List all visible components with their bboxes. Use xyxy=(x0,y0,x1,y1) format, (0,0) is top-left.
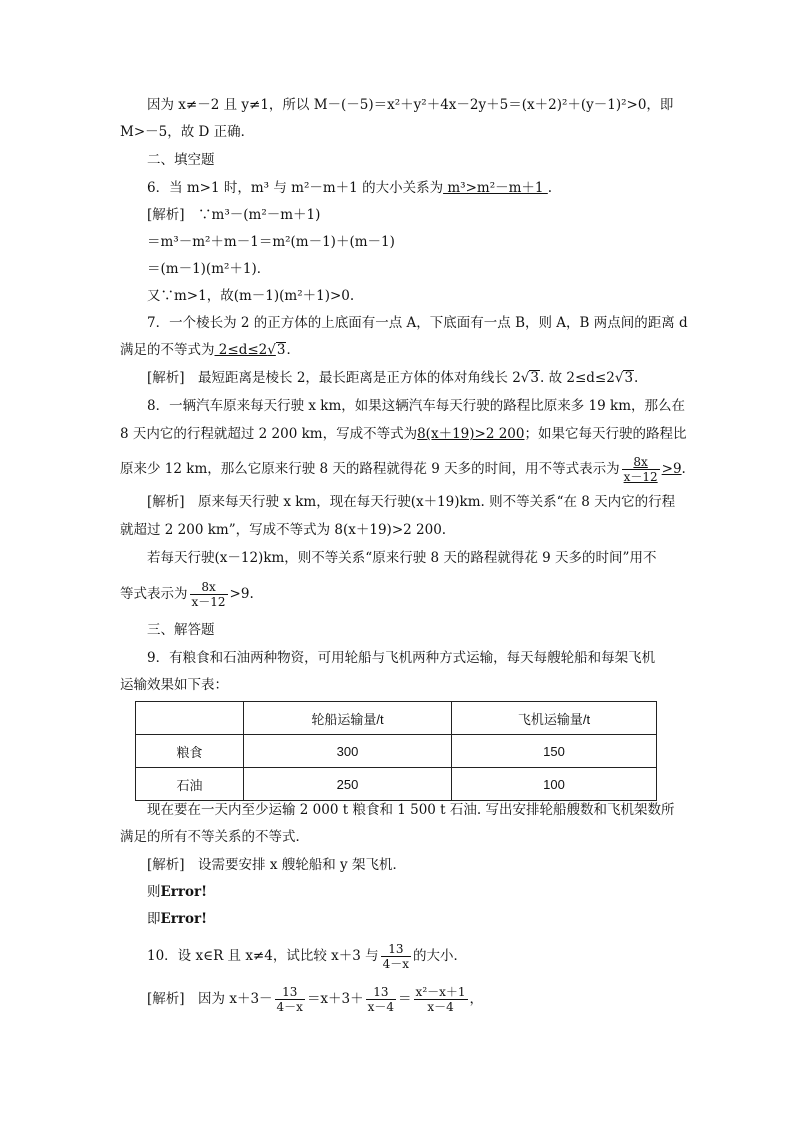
question-7: 7．一个棱长为 2 的正方体的上底面有一点 A，下底面有一点 B，则 A，B 两点间的距离 d xyxy=(147,315,688,331)
answer-text: 2≤d≤2 xyxy=(214,342,268,358)
solution-text: 等式表示为 xyxy=(120,586,188,602)
question-8-cont xyxy=(120,424,686,444)
solution-line: [解析] 最短距离是棱长 2，最长距离是正方体的体对角线长 2√3. 故 2≤d≤2√3. xyxy=(147,370,639,386)
numerator: 8x xyxy=(633,455,648,469)
question-text: 的大小． xyxy=(413,948,468,964)
table-row xyxy=(136,768,657,801)
question-9-cont: 现在要在一天内至少运输 2 000 t 粮食和 1 500 t 石油. 写出安排轮船艘数和飞机架数所 xyxy=(147,802,675,818)
fraction xyxy=(381,942,411,971)
table-row xyxy=(136,735,657,768)
question-text: 10．设 x∈R 且 x≠4，试比较 x＋3 与 xyxy=(147,948,379,964)
fraction xyxy=(622,455,660,484)
question-6 xyxy=(147,178,552,198)
answer-blank: >9 xyxy=(661,461,682,477)
solution-text: 即 xyxy=(147,911,161,927)
question-8: 8．一辆汽车原来每天行驶 x km，如果这辆汽车每天行驶的路程比原来多 19 km，那么在 xyxy=(147,398,686,414)
question-9: 9．有粮食和石油两种物资，可用轮船与飞机两种方式运输，每天每艘轮船和每架飞机 xyxy=(147,650,656,666)
error-text: Error! xyxy=(160,911,208,927)
section-heading: 二、填空题 xyxy=(147,152,215,168)
table-header-cell xyxy=(136,702,244,735)
solution-line: [解析] 原来每天行驶 x km，现在每天行驶(x＋19)km. 则不等关系“在 8 天内它的行程 xyxy=(147,494,676,510)
radical: 3 xyxy=(624,370,634,386)
fraction xyxy=(366,985,396,1014)
punct: . xyxy=(547,180,553,196)
fraction xyxy=(275,985,305,1014)
question-text: 8 天内它的行程就超过 2 200 km，写成不等式为 xyxy=(120,426,418,442)
table-cell: 粮食 xyxy=(136,735,244,768)
numerator: 13 xyxy=(388,942,404,956)
punct: ， xyxy=(469,991,484,1007)
error-text: Error! xyxy=(160,884,208,900)
denominator: x－12 xyxy=(623,470,658,484)
paragraph-line: 因为 x≠－2 且 y≠1，所以 M－(－5)＝x²＋y²＋4x－2y＋5＝(x＋2)²＋(y－1)²>0，即 xyxy=(147,97,674,113)
punct: ． xyxy=(286,342,300,358)
question-10 xyxy=(147,942,467,971)
denominator: 4－x xyxy=(382,957,410,971)
solution-line: [解析] 设需要安排 x 艘轮船和 y 架飞机． xyxy=(147,857,406,873)
answer-blank: m³>m²－m＋1 xyxy=(443,180,548,196)
solution-text: 则 xyxy=(147,884,161,900)
punct: . xyxy=(681,461,686,477)
question-9-cont: 满足的所有不等关系的不等式． xyxy=(120,829,309,845)
numerator: x²－x＋1 xyxy=(415,985,466,999)
solution-line: ＝(m－1)(m²＋1)． xyxy=(147,261,271,277)
solution-line: ＝m³－m²＋m－1＝m²(m－1)＋(m－1) xyxy=(147,234,395,250)
solution-line xyxy=(120,580,254,609)
solution-text: . 故 2≤d≤2 xyxy=(540,370,615,386)
solution-line: [解析] ∵m³－(m²－m＋1) xyxy=(147,207,321,223)
answer-blank: 2≤d≤2√3 xyxy=(214,342,286,358)
question-text: 6．当 m>1 时，m³ 与 m²－m＋1 的大小关系为 xyxy=(147,180,444,196)
table-cell: 300 xyxy=(244,735,452,768)
question-9-cont: 运输效果如下表： xyxy=(120,677,228,693)
solution-line: 又∵m>1，故(m－1)(m²＋1)>0. xyxy=(147,288,355,304)
radical: 3 xyxy=(276,342,286,358)
table-cell: 150 xyxy=(452,735,657,768)
solution-line: 若每天行驶(x－12)km，则不等关系“原来行驶 8 天的路程就得花 9 天多的时间”用不 xyxy=(147,550,657,566)
question-7-cont xyxy=(120,340,300,360)
table-header-row xyxy=(136,702,657,735)
solution-text: >9. xyxy=(229,586,254,602)
solution-text: ＝x＋3＋ xyxy=(306,991,364,1007)
solution-text: ＝ xyxy=(398,991,412,1007)
table-header-cell: 轮船运输量/t xyxy=(244,702,452,735)
fraction xyxy=(414,985,468,1014)
question-8-cont xyxy=(120,455,686,484)
fraction xyxy=(190,580,228,609)
solution-line xyxy=(147,985,483,1014)
denominator: x－12 xyxy=(191,595,226,609)
answer-blank: 8(x＋19)>2 200 xyxy=(417,426,525,442)
solution-line: 就超过 2 200 km”，写成不等式为 8(x＋19)>2 200. xyxy=(120,522,447,538)
table-cell: 石油 xyxy=(136,768,244,801)
numerator: 13 xyxy=(282,985,298,999)
section-heading: 三、解答题 xyxy=(147,622,215,638)
numerator: 13 xyxy=(373,985,389,999)
table-header-cell: 飞机运输量/t xyxy=(452,702,657,735)
solution-text: [解析] 因为 x＋3－ xyxy=(147,991,273,1007)
radical: 3 xyxy=(530,370,539,386)
solution-line xyxy=(147,909,207,929)
denominator: x－4 xyxy=(367,1000,395,1014)
table-cell: 100 xyxy=(452,768,657,801)
numerator: 8x xyxy=(201,580,216,594)
solution-text: [解析] 最短距离是棱长 2，最长距离是正方体的体对角线长 2 xyxy=(147,370,521,386)
punct: . xyxy=(634,370,639,386)
question-text: 满足的不等式为 xyxy=(120,342,215,358)
table-cell: 250 xyxy=(244,768,452,801)
denominator: x－4 xyxy=(414,999,468,1014)
paragraph-line: M>－5，故 D 正确． xyxy=(120,124,255,140)
question-text: ；如果它每天行驶的路程比 xyxy=(524,426,687,442)
transport-table xyxy=(135,701,657,801)
solution-line xyxy=(147,882,207,902)
denominator: 4－x xyxy=(276,1000,303,1014)
question-text: 原来少 12 km，那么它原来行驶 8 天的路程就得花 9 天多的时间，用不等式表示为 xyxy=(120,461,620,477)
